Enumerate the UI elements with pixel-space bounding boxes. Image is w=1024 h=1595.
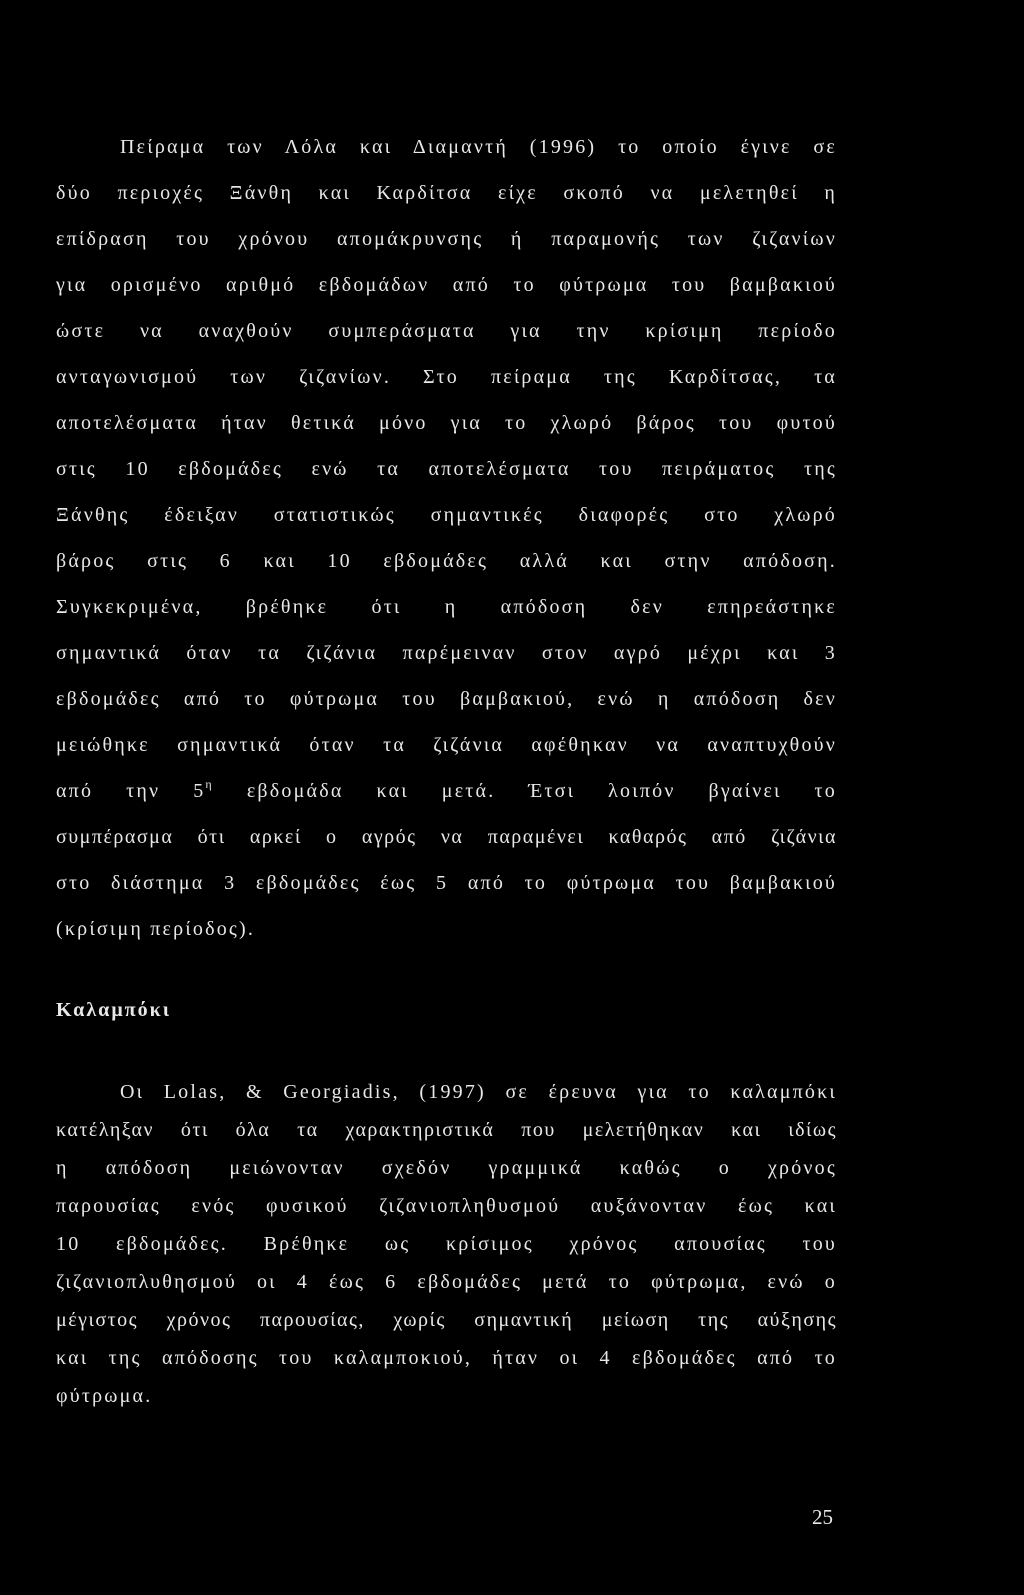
paragraph-line: Ξάνθης έδειξαν στατιστικώς σημαντικές διαφορές στο χλωρό [56, 504, 837, 526]
paragraph-line: στο διάστημα 3 εβδομάδες έως 5 από το φύτρωμα του βαμβακιού [56, 872, 837, 894]
paragraph-line [56, 778, 837, 804]
paragraph-line: (κρίσιμη περίοδος). [56, 918, 256, 940]
line-text: εβδομάδα και μετά. Έτσι λοιπόν βγαίνει το [213, 780, 837, 802]
paragraph-line: φύτρωμα. [56, 1385, 153, 1407]
paragraph-line: ανταγωνισμού των ζιζανίων. Στο πείραμα της Καρδίτσας, τα [56, 366, 837, 388]
ordinal-superscript: η [205, 777, 214, 791]
paragraph-line: και της απόδοσης του καλαμποκιού, ήταν οι 4 εβδομάδες από το [56, 1347, 837, 1369]
section-heading: Καλαμπόκι [56, 999, 171, 1021]
paragraph-line: 10 εβδομάδες. Βρέθηκε ως κρίσιμος χρόνος απουσίας του [56, 1233, 837, 1255]
paragraph-line: Οι Lolas, & Georgiadis, (1997) σε έρευνα για το καλαμπόκι [120, 1081, 837, 1103]
paragraph-line: Συγκεκριμένα, βρέθηκε ότι η απόδοση δεν επηρεάστηκε [56, 596, 837, 618]
paragraph-line: μειώθηκε σημαντικά όταν τα ζιζάνια αφέθηκαν να αναπτυχθούν [56, 734, 837, 756]
paragraph-line: δύο περιοχές Ξάνθη και Καρδίτσα είχε σκοπό να μελετηθεί η [56, 182, 837, 204]
paragraph-line: παρουσίας ενός φυσικού ζιζανιοπληθυσμού αυξάνονταν έως και [56, 1195, 837, 1217]
paragraph-line: συμπέρασμα ότι αρκεί ο αγρός να παραμένει καθαρός από ζιζάνια [56, 826, 837, 848]
paragraph-line: Πείραμα των Λόλα και Διαμαντή (1996) το οποίο έγινε σε [120, 136, 837, 158]
line-text: από την 5 [56, 780, 206, 802]
paragraph-line: μέγιστος χρόνος παρουσίας, χωρίς σημαντική μείωση της αύξησης [56, 1309, 837, 1331]
paragraph-line: εβδομάδες από το φύτρωμα του βαμβακιού, ενώ η απόδοση δεν [56, 688, 837, 710]
paragraph-line: ζιζανιοπλυθησμού οι 4 έως 6 εβδομάδες μετά το φύτρωμα, ενώ ο [56, 1271, 837, 1293]
paragraph-line: κατέληξαν ότι όλα τα χαρακτηριστικά που μελετήθηκαν και ιδίως [56, 1119, 837, 1141]
paragraph-line: ώστε να αναχθούν συμπεράσματα για την κρίσιμη περίοδο [56, 320, 837, 342]
paragraph-line: επίδραση του χρόνου απομάκρυνσης ή παραμονής των ζιζανίων [56, 228, 837, 250]
paragraph-line: σημαντικά όταν τα ζιζάνια παρέμειναν στον αγρό μέχρι και 3 [56, 642, 837, 664]
paragraph-line: βάρος στις 6 και 10 εβδομάδες αλλά και στην απόδοση. [56, 550, 837, 572]
paragraph-line: αποτελέσματα ήταν θετικά μόνο για το χλωρό βάρος του φυτού [56, 412, 837, 434]
paragraph-line: η απόδοση μειώνονταν σχεδόν γραμμικά καθώς ο χρόνος [56, 1157, 837, 1179]
page-number: 25 [812, 1505, 833, 1529]
paragraph-line: στις 10 εβδομάδες ενώ τα αποτελέσματα του πειράματος της [56, 458, 837, 480]
paragraph-line: για ορισμένο αριθμό εβδομάδων από το φύτρωμα του βαμβακιού [56, 274, 837, 296]
